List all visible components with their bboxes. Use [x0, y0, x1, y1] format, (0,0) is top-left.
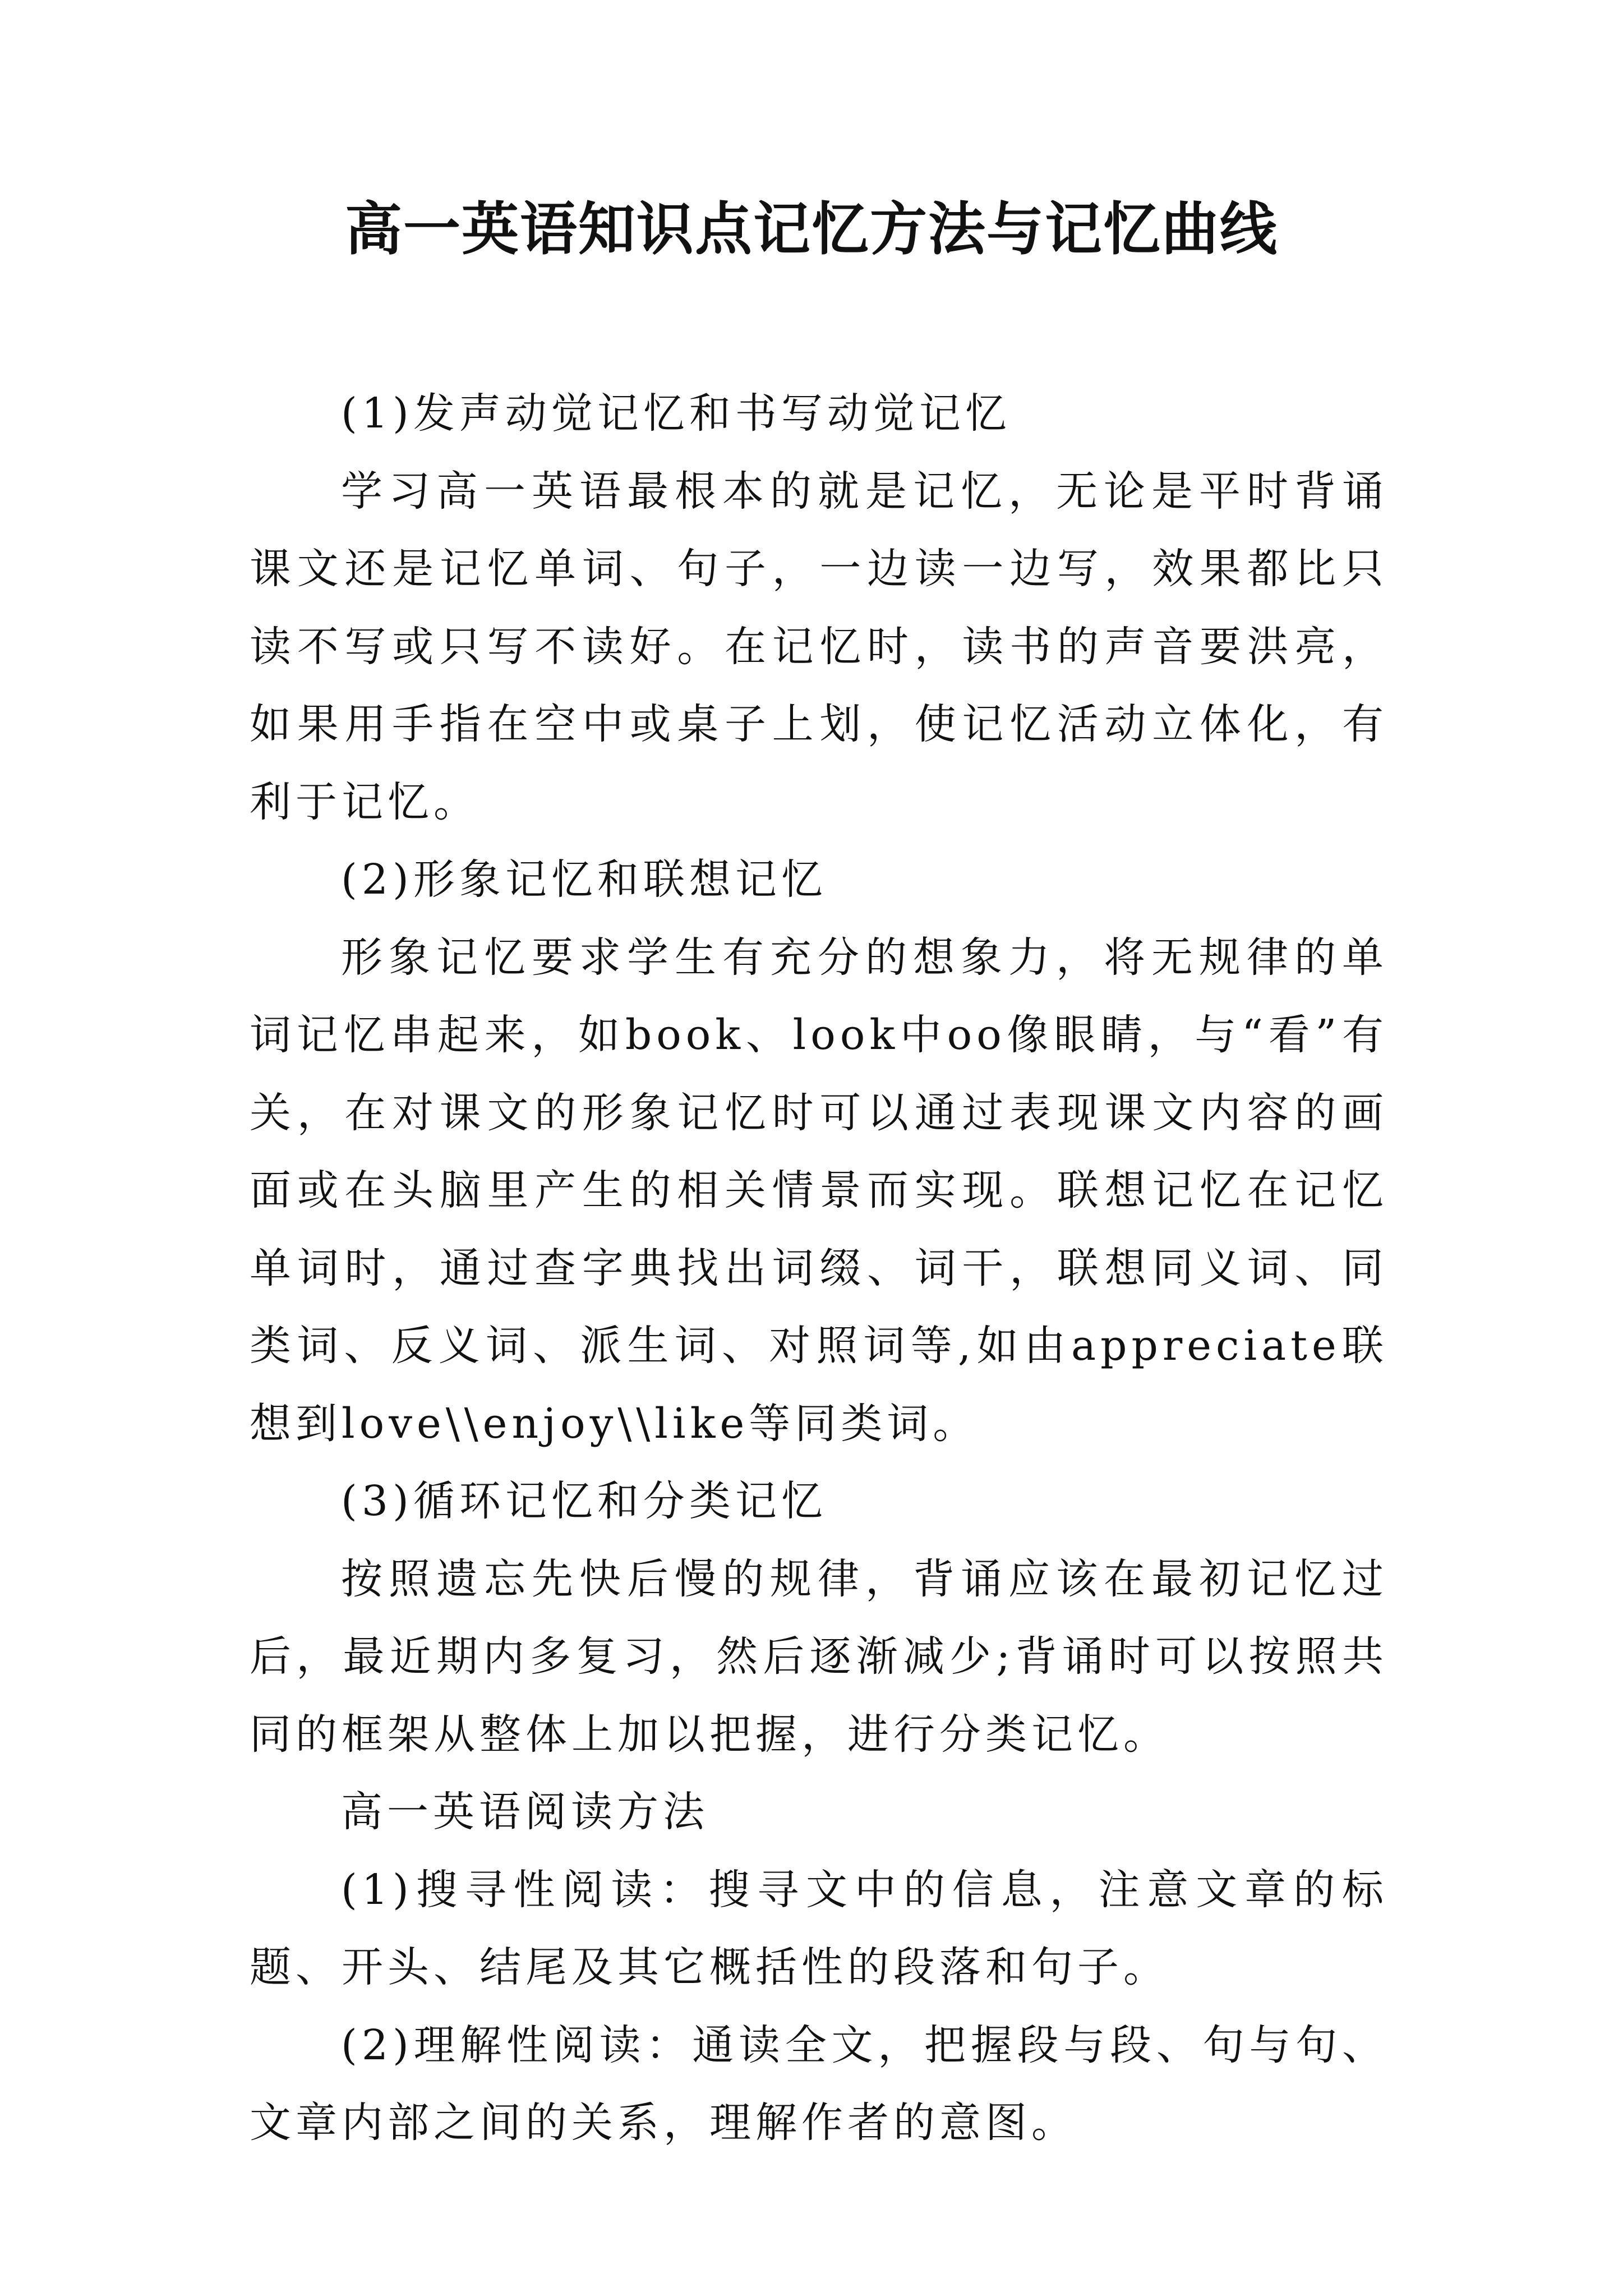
heading-memory-cyclic-classification: (3)循环记忆和分类记忆: [341, 1477, 827, 1525]
document-body: [250, 375, 1388, 2162]
paragraph-memory-kinesthetic: 学习高一英语最根本的就是记忆，无论是平时背诵课文还是记忆单词、句子，一边读一边写，效果都比只读不写或只写不读好。在记忆时，读书的声音要洪亮，如果用手指在空中或桌子上划，使记忆活动立体化，有利于记忆。: [250, 467, 1388, 826]
paragraph-search-reading: (1)搜寻性阅读：搜寻文中的信息，注意文章的标题、开头、结尾及其它概括性的段落和句子。: [250, 1865, 1388, 1991]
heading-memory-image-association: (2)形象记忆和联想记忆: [341, 855, 827, 904]
paragraph-comprehension-reading: (2)理解性阅读：通读全文，把握段与段、句与句、文章内部之间的关系，理解作者的意图。: [250, 2021, 1388, 2147]
heading-memory-kinesthetic: (1)发声动觉记忆和书写动觉记忆: [341, 389, 1011, 438]
paragraph-memory-image-association: 形象记忆要求学生有充分的想象力，将无规律的单词记忆串起来，如book、look中oo像眼睛，与“看”有关，在对课文的形象记忆时可以通过表现课文内容的画面或在头脑里产生的相关情景而实现。联想记忆在记忆单词时，通过查字典找出词缀、词干，联想同义词、同类词、反义词、派生词、对照词等,如由appreciate联想到love\\enjoy\\like等同类词。: [250, 933, 1388, 1448]
document-title: 高一英语知识点记忆方法与记忆曲线: [345, 196, 1278, 263]
heading-reading-methods: 高一英语阅读方法: [341, 1788, 709, 1836]
paragraph-memory-cyclic-classification: 按照遗忘先快后慢的规律，背诵应该在最初记忆过后，最近期内多复习，然后逐渐减少;背诵时可以按照共同的框架从整体上加以把握，进行分类记忆。: [250, 1554, 1388, 1759]
